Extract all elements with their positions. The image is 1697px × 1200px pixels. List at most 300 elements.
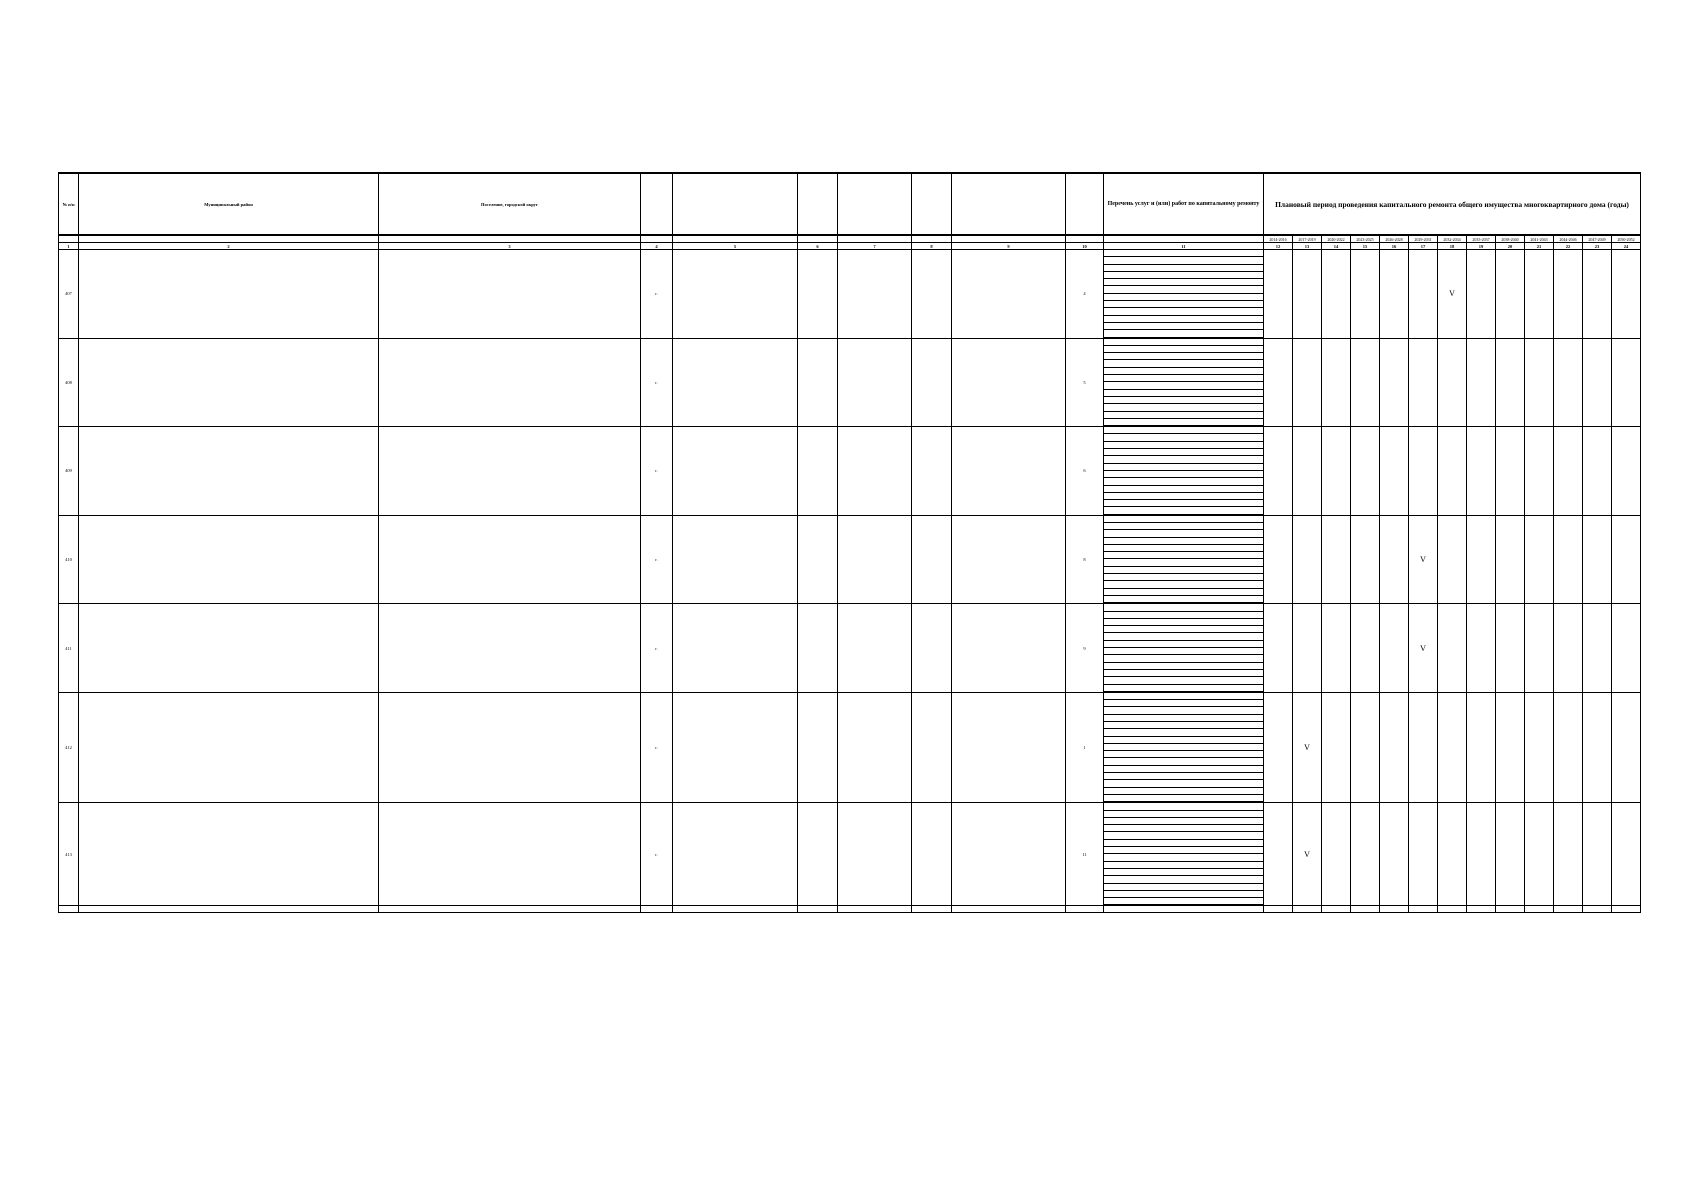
column-number-cell: 14 bbox=[1322, 243, 1351, 250]
work-item-line bbox=[1104, 744, 1263, 751]
work-item-line bbox=[1104, 456, 1263, 463]
locality-name-cell bbox=[673, 338, 798, 427]
period-mark-cell bbox=[1322, 250, 1351, 339]
period-mark-cell bbox=[1264, 692, 1293, 802]
work-item-line bbox=[1104, 516, 1263, 523]
period-mark-cell bbox=[1322, 604, 1351, 693]
period-mark-cell bbox=[1380, 515, 1409, 604]
municipal-district-cell bbox=[79, 803, 379, 906]
street-type-cell bbox=[798, 515, 838, 604]
period-mark-cell bbox=[1293, 338, 1322, 427]
row-number: 408 bbox=[59, 338, 79, 427]
work-item-line bbox=[1104, 493, 1263, 500]
period-mark-cell bbox=[1525, 338, 1554, 427]
period-row-blank-cell bbox=[798, 235, 838, 243]
work-item-line bbox=[1104, 471, 1263, 478]
column-number-cell: 15 bbox=[1351, 243, 1380, 250]
period-cell: 2029-2031 bbox=[1409, 235, 1438, 243]
capital-repair-plan-table bbox=[58, 172, 1641, 913]
work-item-line bbox=[1104, 619, 1263, 626]
work-item-line bbox=[1104, 530, 1263, 537]
column-number-cell: 22 bbox=[1554, 243, 1583, 250]
period-mark-cell bbox=[1380, 427, 1409, 516]
work-item-line bbox=[1104, 294, 1263, 301]
period-mark-cell bbox=[1380, 338, 1409, 427]
continuation-cell bbox=[1583, 906, 1612, 913]
locality-type-cell: г. bbox=[641, 604, 673, 693]
period-mark-cell bbox=[1554, 427, 1583, 516]
period-mark-cell bbox=[1438, 604, 1467, 693]
work-item-line bbox=[1104, 500, 1263, 507]
period-mark-cell bbox=[1322, 338, 1351, 427]
work-item-line bbox=[1104, 397, 1263, 404]
street-name-cell bbox=[838, 250, 912, 339]
locality-name-cell bbox=[673, 515, 798, 604]
header-house-type bbox=[912, 173, 952, 235]
continuation-cell bbox=[1496, 906, 1525, 913]
house-type-cell bbox=[912, 515, 952, 604]
continuation-cell bbox=[1409, 906, 1438, 913]
locality-type-cell: г. bbox=[641, 692, 673, 802]
work-item-line bbox=[1104, 788, 1263, 795]
header-settlement: Поселение, городской округ bbox=[379, 173, 641, 235]
column-number-cell: 18 bbox=[1438, 243, 1467, 250]
work-item-line bbox=[1104, 507, 1263, 514]
work-item-line bbox=[1104, 250, 1263, 257]
period-cell: 2032-2034 bbox=[1438, 235, 1467, 243]
work-item-line bbox=[1104, 737, 1263, 744]
column-number-cell: 17 bbox=[1409, 243, 1438, 250]
period-mark-cell bbox=[1351, 338, 1380, 427]
period-mark-cell bbox=[1525, 803, 1554, 906]
locality-name-cell bbox=[673, 604, 798, 693]
building-number-cell: 4 bbox=[1066, 250, 1104, 339]
house-type-cell bbox=[912, 427, 952, 516]
header-locality-name bbox=[673, 173, 798, 235]
column-number-cell: 5 bbox=[673, 243, 798, 250]
work-item-line bbox=[1104, 869, 1263, 876]
period-mark-cell bbox=[1409, 338, 1438, 427]
work-item-line bbox=[1104, 854, 1263, 861]
works-list-cell bbox=[1104, 250, 1264, 339]
period-cell: 2047-2049 bbox=[1583, 235, 1612, 243]
period-mark-cell bbox=[1467, 604, 1496, 693]
continuation-cell bbox=[1438, 906, 1467, 913]
work-item-line bbox=[1104, 670, 1263, 677]
period-mark-cell bbox=[1496, 250, 1525, 339]
street-type-cell bbox=[798, 338, 838, 427]
column-number-cell: 20 bbox=[1496, 243, 1525, 250]
period-mark-cell: V bbox=[1409, 515, 1438, 604]
period-mark-cell bbox=[1380, 604, 1409, 693]
period-mark-cell bbox=[1583, 604, 1612, 693]
period-mark-cell bbox=[1351, 803, 1380, 906]
period-mark-cell bbox=[1409, 692, 1438, 802]
work-item-line bbox=[1104, 773, 1263, 780]
works-list-cell bbox=[1104, 515, 1264, 604]
house-type-cell bbox=[912, 803, 952, 906]
work-item-line bbox=[1104, 265, 1263, 272]
work-item-line bbox=[1104, 707, 1263, 714]
continuation-cell bbox=[1066, 906, 1104, 913]
work-item-line bbox=[1104, 552, 1263, 559]
continuation-cell bbox=[79, 906, 379, 913]
municipal-district-cell bbox=[79, 250, 379, 339]
locality-type-cell: г. bbox=[641, 338, 673, 427]
work-item-line bbox=[1104, 758, 1263, 765]
building-number-cell: 5 bbox=[1066, 338, 1104, 427]
period-mark-cell bbox=[1583, 515, 1612, 604]
work-item-line bbox=[1104, 368, 1263, 375]
table-row bbox=[59, 427, 1641, 516]
work-item-line bbox=[1104, 803, 1263, 810]
work-item-line bbox=[1104, 545, 1263, 552]
period-mark-cell bbox=[1496, 338, 1525, 427]
continuation-cell bbox=[1264, 906, 1293, 913]
locality-name-cell bbox=[673, 803, 798, 906]
work-item-line bbox=[1104, 567, 1263, 574]
header-number: № п/п bbox=[59, 173, 79, 235]
work-item-line bbox=[1104, 891, 1263, 898]
header-planned-period: Плановый период проведения капитального ремонта общего имущества многоквартирного дома (годы) bbox=[1264, 173, 1641, 235]
building-number-cell: 9 bbox=[1066, 604, 1104, 693]
street-type-cell bbox=[798, 692, 838, 802]
work-item-line bbox=[1104, 323, 1263, 330]
column-number-cell: 11 bbox=[1104, 243, 1264, 250]
period-mark-cell bbox=[1438, 338, 1467, 427]
period-mark-cell bbox=[1322, 515, 1351, 604]
table-row bbox=[59, 692, 1641, 802]
period-mark-cell: V bbox=[1409, 604, 1438, 693]
street-name-cell bbox=[838, 604, 912, 693]
period-row-blank-cell bbox=[1104, 235, 1264, 243]
header-works-list: Перечень услуг и (или) работ по капитальному ремонту bbox=[1104, 173, 1264, 235]
work-item-line bbox=[1104, 818, 1263, 825]
work-item-line bbox=[1104, 464, 1263, 471]
period-mark-cell bbox=[1467, 803, 1496, 906]
work-item-line bbox=[1104, 596, 1263, 603]
work-item-line bbox=[1104, 898, 1263, 905]
period-mark-cell bbox=[1583, 250, 1612, 339]
locality-name-cell bbox=[673, 427, 798, 516]
street-type-cell bbox=[798, 803, 838, 906]
row-number: 412 bbox=[59, 692, 79, 802]
continuation-cell bbox=[1554, 906, 1583, 913]
continuation-cell bbox=[379, 906, 641, 913]
house-name-cell bbox=[952, 604, 1066, 693]
period-mark-cell bbox=[1612, 604, 1641, 693]
period-mark-cell bbox=[1496, 515, 1525, 604]
header-street-name bbox=[838, 173, 912, 235]
row-number: 409 bbox=[59, 427, 79, 516]
period-mark-cell bbox=[1496, 427, 1525, 516]
work-item-line bbox=[1104, 884, 1263, 891]
row-number: 410 bbox=[59, 515, 79, 604]
period-mark-cell bbox=[1554, 604, 1583, 693]
period-mark-cell bbox=[1351, 692, 1380, 802]
period-cell: 2014-2016 bbox=[1264, 235, 1293, 243]
period-mark-cell bbox=[1525, 692, 1554, 802]
street-type-cell bbox=[798, 427, 838, 516]
work-item-line bbox=[1104, 832, 1263, 839]
column-number-cell: 24 bbox=[1612, 243, 1641, 250]
house-name-cell bbox=[952, 338, 1066, 427]
work-item-line bbox=[1104, 486, 1263, 493]
continuation-cell bbox=[1380, 906, 1409, 913]
work-item-line bbox=[1104, 751, 1263, 758]
period-mark-cell bbox=[1351, 250, 1380, 339]
work-item-line bbox=[1104, 700, 1263, 707]
house-type-cell bbox=[912, 692, 952, 802]
period-mark-cell bbox=[1583, 427, 1612, 516]
period-mark-cell bbox=[1293, 427, 1322, 516]
period-mark-cell bbox=[1554, 250, 1583, 339]
period-mark-cell bbox=[1322, 427, 1351, 516]
period-cell: 2026-2028 bbox=[1380, 235, 1409, 243]
continuation-cell bbox=[1612, 906, 1641, 913]
header-building-number bbox=[1066, 173, 1104, 235]
work-item-line bbox=[1104, 663, 1263, 670]
period-mark-cell: V bbox=[1293, 803, 1322, 906]
work-item-line bbox=[1104, 847, 1263, 854]
period-cell: 2017-2019 bbox=[1293, 235, 1322, 243]
work-item-line bbox=[1104, 375, 1263, 382]
period-mark-cell bbox=[1380, 803, 1409, 906]
period-mark-cell bbox=[1380, 692, 1409, 802]
period-mark-cell bbox=[1438, 515, 1467, 604]
municipal-district-cell bbox=[79, 338, 379, 427]
period-row-blank-cell bbox=[912, 235, 952, 243]
header-row bbox=[59, 173, 1641, 235]
period-mark-cell bbox=[1583, 692, 1612, 802]
work-item-line bbox=[1104, 677, 1263, 684]
work-item-line bbox=[1104, 390, 1263, 397]
municipal-district-cell bbox=[79, 427, 379, 516]
header-street-type bbox=[798, 173, 838, 235]
period-row-blank-cell bbox=[673, 235, 798, 243]
period-mark-cell: V bbox=[1438, 250, 1467, 339]
work-item-line bbox=[1104, 308, 1263, 315]
period-mark-cell bbox=[1612, 250, 1641, 339]
street-name-cell bbox=[838, 803, 912, 906]
period-mark-cell bbox=[1293, 250, 1322, 339]
street-name-cell bbox=[838, 692, 912, 802]
house-type-cell bbox=[912, 250, 952, 339]
continuation-cell bbox=[838, 906, 912, 913]
column-number-cell: 6 bbox=[798, 243, 838, 250]
continuation-cell bbox=[1104, 906, 1264, 913]
period-mark-cell bbox=[1612, 515, 1641, 604]
work-item-line bbox=[1104, 434, 1263, 441]
period-cell: 2020-2022 bbox=[1322, 235, 1351, 243]
column-number-cell: 13 bbox=[1293, 243, 1322, 250]
settlement-cell bbox=[379, 250, 641, 339]
period-mark-cell bbox=[1467, 250, 1496, 339]
column-number-cell: 9 bbox=[952, 243, 1066, 250]
work-item-line bbox=[1104, 648, 1263, 655]
street-name-cell bbox=[838, 338, 912, 427]
period-mark-cell bbox=[1467, 427, 1496, 516]
period-mark-cell: V bbox=[1293, 692, 1322, 802]
work-item-line bbox=[1104, 559, 1263, 566]
row-number: 413 bbox=[59, 803, 79, 906]
work-item-line bbox=[1104, 641, 1263, 648]
municipal-district-cell bbox=[79, 515, 379, 604]
continuation-cell bbox=[952, 906, 1066, 913]
column-number-cell: 10 bbox=[1066, 243, 1104, 250]
work-item-line bbox=[1104, 419, 1263, 426]
period-mark-cell bbox=[1409, 427, 1438, 516]
period-cell: 2044-2046 bbox=[1554, 235, 1583, 243]
header-municipal-district: Муниципальный район bbox=[79, 173, 379, 235]
period-row bbox=[59, 235, 1641, 243]
header-locality-type bbox=[641, 173, 673, 235]
column-number-row bbox=[59, 243, 1641, 250]
settlement-cell bbox=[379, 515, 641, 604]
continuation-cell bbox=[673, 906, 798, 913]
period-mark-cell bbox=[1380, 250, 1409, 339]
building-number-cell: 8 bbox=[1066, 515, 1104, 604]
work-item-line bbox=[1104, 574, 1263, 581]
house-name-cell bbox=[952, 250, 1066, 339]
period-mark-cell bbox=[1525, 427, 1554, 516]
column-number-cell: 8 bbox=[912, 243, 952, 250]
column-number-cell: 16 bbox=[1380, 243, 1409, 250]
settlement-cell bbox=[379, 803, 641, 906]
period-mark-cell bbox=[1554, 515, 1583, 604]
work-item-line bbox=[1104, 478, 1263, 485]
municipal-district-cell bbox=[79, 604, 379, 693]
period-cell: 2038-2040 bbox=[1496, 235, 1525, 243]
work-item-line bbox=[1104, 581, 1263, 588]
continuation-cell bbox=[912, 906, 952, 913]
work-item-line bbox=[1104, 330, 1263, 337]
column-number-cell: 21 bbox=[1525, 243, 1554, 250]
period-mark-cell bbox=[1438, 692, 1467, 802]
period-row-blank-cell bbox=[952, 235, 1066, 243]
period-row-blank-cell bbox=[379, 235, 641, 243]
work-item-line bbox=[1104, 722, 1263, 729]
work-item-line bbox=[1104, 780, 1263, 787]
work-item-line bbox=[1104, 766, 1263, 773]
period-mark-cell bbox=[1409, 803, 1438, 906]
header-house-name bbox=[952, 173, 1066, 235]
house-type-cell bbox=[912, 338, 952, 427]
municipal-district-cell bbox=[79, 692, 379, 802]
works-list-cell bbox=[1104, 427, 1264, 516]
period-mark-cell bbox=[1554, 803, 1583, 906]
work-item-line bbox=[1104, 360, 1263, 367]
work-item-line bbox=[1104, 286, 1263, 293]
work-item-line bbox=[1104, 655, 1263, 662]
work-item-line bbox=[1104, 412, 1263, 419]
work-item-line bbox=[1104, 523, 1263, 530]
work-item-line bbox=[1104, 316, 1263, 323]
table-row-continuation bbox=[59, 906, 1641, 913]
period-mark-cell bbox=[1264, 338, 1293, 427]
work-item-line bbox=[1104, 840, 1263, 847]
period-row-blank-cell bbox=[59, 235, 79, 243]
street-name-cell bbox=[838, 427, 912, 516]
work-item-line bbox=[1104, 589, 1263, 596]
period-mark-cell bbox=[1554, 692, 1583, 802]
period-row-blank-cell bbox=[641, 235, 673, 243]
continuation-cell bbox=[641, 906, 673, 913]
street-type-cell bbox=[798, 250, 838, 339]
locality-type-cell: г. bbox=[641, 803, 673, 906]
column-number-cell: 3 bbox=[379, 243, 641, 250]
period-mark-cell bbox=[1438, 427, 1467, 516]
period-mark-cell bbox=[1525, 515, 1554, 604]
period-mark-cell bbox=[1467, 515, 1496, 604]
period-mark-cell bbox=[1612, 803, 1641, 906]
period-mark-cell bbox=[1322, 692, 1351, 802]
work-item-line bbox=[1104, 715, 1263, 722]
work-item-line bbox=[1104, 382, 1263, 389]
period-mark-cell bbox=[1612, 692, 1641, 802]
work-item-line bbox=[1104, 633, 1263, 640]
works-list-cell bbox=[1104, 338, 1264, 427]
period-mark-cell bbox=[1612, 427, 1641, 516]
period-mark-cell bbox=[1264, 803, 1293, 906]
work-item-line bbox=[1104, 604, 1263, 611]
period-mark-cell bbox=[1496, 692, 1525, 802]
work-item-line bbox=[1104, 339, 1263, 346]
house-name-cell bbox=[952, 803, 1066, 906]
house-name-cell bbox=[952, 692, 1066, 802]
column-number-cell: 12 bbox=[1264, 243, 1293, 250]
period-mark-cell bbox=[1496, 604, 1525, 693]
work-item-line bbox=[1104, 404, 1263, 411]
settlement-cell bbox=[379, 692, 641, 802]
locality-name-cell bbox=[673, 250, 798, 339]
period-mark-cell bbox=[1467, 692, 1496, 802]
column-number-cell: 4 bbox=[641, 243, 673, 250]
work-item-line bbox=[1104, 811, 1263, 818]
building-number-cell: 1 bbox=[1066, 692, 1104, 802]
work-item-line bbox=[1104, 257, 1263, 264]
period-mark-cell bbox=[1583, 338, 1612, 427]
house-name-cell bbox=[952, 515, 1066, 604]
continuation-cell bbox=[1293, 906, 1322, 913]
period-mark-cell bbox=[1264, 427, 1293, 516]
column-number-cell: 7 bbox=[838, 243, 912, 250]
work-item-line bbox=[1104, 301, 1263, 308]
works-list-cell bbox=[1104, 604, 1264, 693]
table-row bbox=[59, 515, 1641, 604]
continuation-cell bbox=[1525, 906, 1554, 913]
work-item-line bbox=[1104, 538, 1263, 545]
period-cell: 2023-2025 bbox=[1351, 235, 1380, 243]
work-item-line bbox=[1104, 612, 1263, 619]
period-mark-cell bbox=[1264, 250, 1293, 339]
street-name-cell bbox=[838, 515, 912, 604]
work-item-line bbox=[1104, 825, 1263, 832]
period-mark-cell bbox=[1351, 604, 1380, 693]
period-mark-cell bbox=[1264, 515, 1293, 604]
work-item-line bbox=[1104, 626, 1263, 633]
work-item-line bbox=[1104, 729, 1263, 736]
house-type-cell bbox=[912, 604, 952, 693]
table-row bbox=[59, 803, 1641, 906]
period-mark-cell bbox=[1264, 604, 1293, 693]
work-item-line bbox=[1104, 272, 1263, 279]
column-number-cell: 19 bbox=[1467, 243, 1496, 250]
work-item-line bbox=[1104, 427, 1263, 434]
period-row-blank-cell bbox=[838, 235, 912, 243]
work-item-line bbox=[1104, 685, 1263, 692]
period-mark-cell bbox=[1525, 250, 1554, 339]
